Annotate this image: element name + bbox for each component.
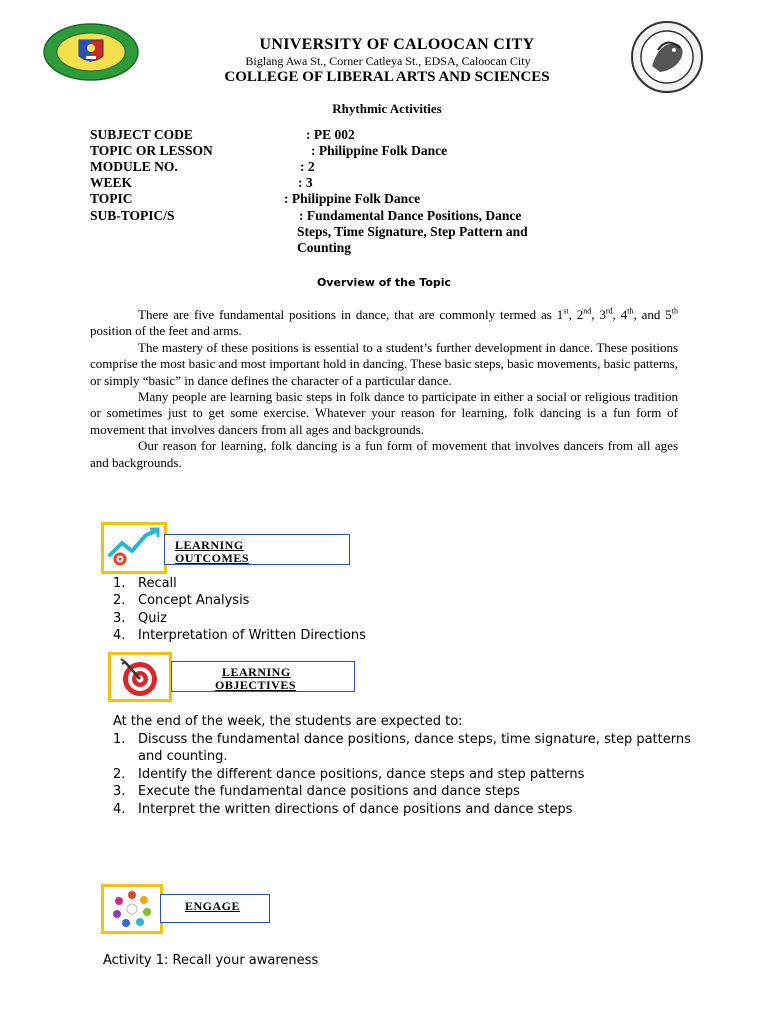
info-label: SUBJECT CODE (90, 127, 193, 142)
engage-header (160, 894, 270, 923)
item-number: 2. (113, 593, 126, 609)
ordinal: 5 (665, 307, 672, 322)
overview-text (90, 307, 678, 471)
info-value: : Philippine Folk Dance (284, 191, 421, 206)
learning-outcomes-header (164, 534, 350, 565)
item-number: 1. (113, 576, 126, 591)
target-icon (108, 652, 172, 702)
item-number: 4. (113, 801, 126, 817)
info-label: MODULE NO. (90, 159, 178, 174)
list-item (113, 783, 693, 800)
section-title: LEARNING (175, 538, 244, 552)
info-label: SUB-TOPIC/S (90, 208, 175, 223)
objectives-intro: At the end of the week, the students are expected to: (113, 714, 463, 729)
list-item (113, 766, 693, 783)
overview-heading: Overview of the Topic (316, 276, 452, 289)
overview-paragraph: Our reason for learning, folk dancing is a fun form of movement that involves dancers from all ages and backgrounds. (90, 438, 678, 470)
ordinal: 2 (576, 307, 584, 322)
college-name: COLLEGE OF LIBERAL ARTS AND SCIENCES (224, 69, 550, 85)
module-info (0, 127, 768, 257)
overview-paragraph: The mastery of these positions is essential to a student’s further development in dance. These positions comprise the most basic and most important hold in dancing. These basic steps, basic movements, basic patterns, or simply “basic” in dance defines the character of a particular dance. (90, 339, 678, 388)
info-value: : Philippine Folk Dance (311, 143, 448, 158)
info-label: WEEK (90, 175, 133, 190)
ordinal: 1 (556, 307, 564, 322)
ordinal: 4 (620, 307, 628, 322)
list-item (113, 731, 693, 766)
item-number: 2. (113, 766, 126, 782)
paragraph-text: There are five fundamental positions in dance, that are commonly termed as (138, 307, 552, 322)
item-number: 3. (113, 784, 126, 800)
list-item (113, 575, 673, 592)
ordinal: 3 (599, 307, 606, 322)
item-text: Identify the different dance positions, dance steps and step patterns (138, 766, 585, 782)
course-title: Rhythmic Activities (332, 101, 442, 116)
ordinal-suffix: th (671, 306, 678, 316)
section-title: OUTCOMES (175, 551, 250, 565)
item-number: 4. (113, 628, 126, 644)
activity-title: Activity 1: Recall your awareness (103, 953, 319, 968)
section-title: OBJECTIVES (215, 678, 297, 692)
ordinal-suffix: nd (583, 306, 592, 316)
info-value: : PE 002 (306, 127, 355, 142)
people-circle-icon (101, 884, 163, 934)
item-text: Recall (138, 576, 177, 591)
section-title: LEARNING (222, 665, 291, 679)
item-text: Interpret the written directions of dance positions and dance steps (138, 801, 573, 817)
learning-outcomes-list (113, 575, 673, 645)
info-value: : 2 (300, 159, 315, 174)
item-text: Execute the fundamental dance positions and dance steps (138, 784, 520, 800)
list-item (113, 592, 673, 609)
list-item (113, 801, 693, 818)
ordinal-suffix: st (563, 306, 569, 316)
university-address: Biglang Awa St., Corner Catleya St., EDSA, Caloocan City (245, 54, 531, 68)
item-number: 3. (113, 610, 126, 626)
university-name: UNIVERSITY OF CALOOCAN CITY (259, 36, 535, 53)
info-value: : 3 (298, 175, 313, 190)
learning-objectives-list (113, 731, 693, 818)
list-item (113, 627, 673, 644)
item-text: Concept Analysis (138, 593, 250, 609)
info-label: TOPIC (90, 191, 133, 206)
section-title: ENGAGE (185, 899, 241, 913)
list-item (113, 610, 673, 627)
growth-chart-icon (101, 522, 167, 574)
ordinal-suffix: rd (605, 306, 613, 316)
info-label: TOPIC OR LESSON (90, 143, 213, 158)
item-text: Quiz (138, 610, 167, 626)
info-value-continued: Counting (297, 240, 352, 255)
overview-paragraph: There are five fundamental positions in dance, that are commonly termed as 1st, 2nd, 3rd, 4th, and 5th position of the feet and arms. (90, 306, 678, 339)
learning-objectives-header (171, 661, 355, 692)
overview-paragraph: Many people are learning basic steps in folk dance to participate in either a social or religious tradition or sometimes just to get some exercise. Whatever your reason for learning, folk dancing is a fun form of movement that involves dancers from all ages and backgrounds. (90, 389, 678, 437)
info-value-continued: Steps, Time Signature, Step Pattern and (297, 224, 528, 239)
item-text: Interpretation of Written Directions (138, 628, 366, 644)
ordinal-suffix: th (627, 306, 634, 316)
item-text: Discuss the fundamental dance positions, dance steps, time signature, step patterns and counting. (138, 732, 691, 765)
info-value: : Fundamental Dance Positions, Dance (299, 208, 522, 223)
paragraph-text: position of the feet and arms. (90, 323, 242, 339)
item-number: 1. (113, 732, 126, 747)
